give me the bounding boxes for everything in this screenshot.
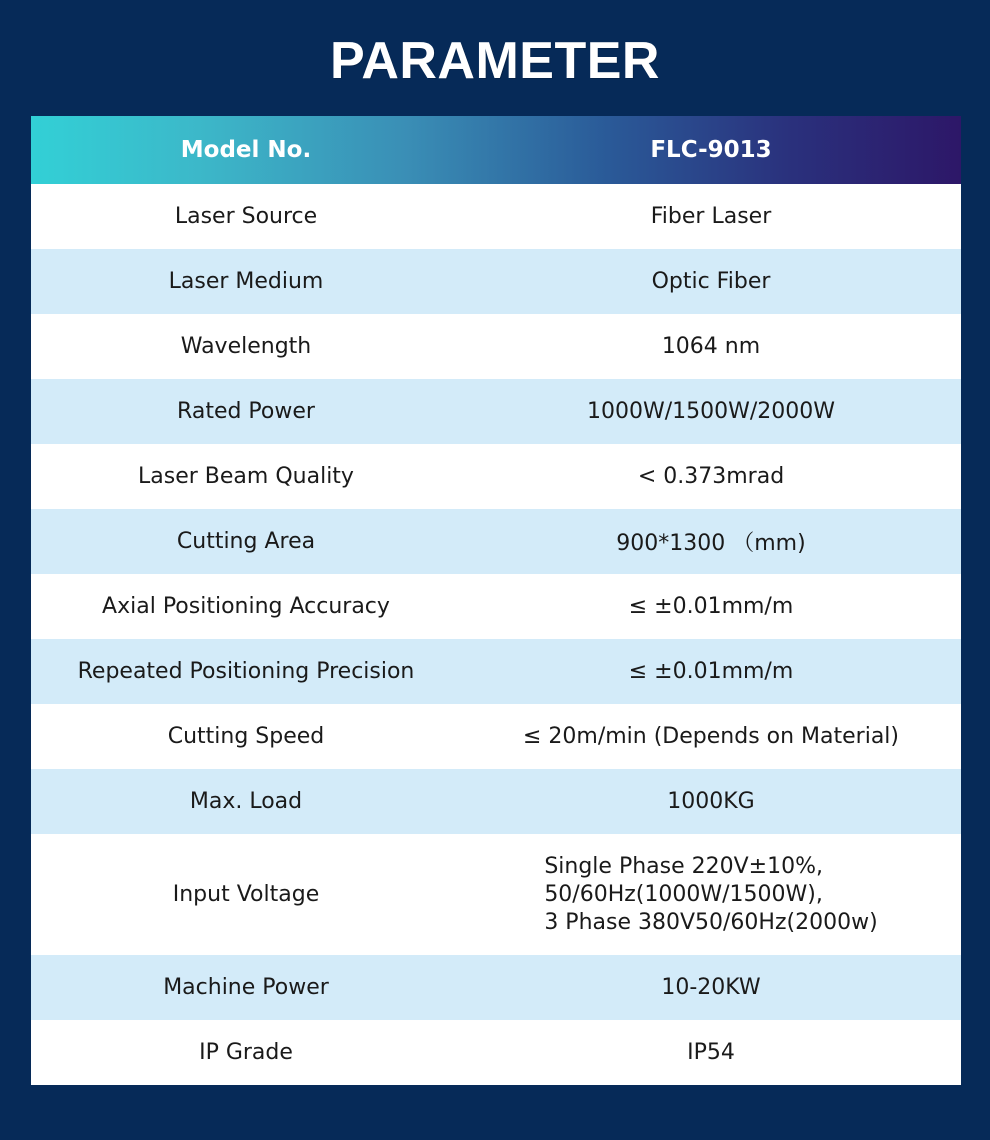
row-label: Cutting Area xyxy=(31,509,461,574)
table-row xyxy=(31,769,961,834)
header-label: Model No. xyxy=(180,137,312,163)
page-title: PARAMETER xyxy=(330,32,660,90)
table-row xyxy=(31,314,961,379)
row-value: 1000W/1500W/2000W xyxy=(461,379,961,444)
table-row xyxy=(31,704,961,769)
row-value-line: Single Phase 220V±10%, xyxy=(544,853,823,879)
table-row xyxy=(31,184,961,249)
table-row xyxy=(31,955,961,1020)
row-value xyxy=(461,834,961,955)
header-value: FLC-9013 xyxy=(650,137,772,163)
row-label: Max. Load xyxy=(31,769,461,834)
table-row xyxy=(31,379,961,444)
row-label: Laser Source xyxy=(31,184,461,249)
row-value: IP54 xyxy=(461,1020,961,1085)
row-value: 1064 nm xyxy=(461,314,961,379)
row-value: 10-20KW xyxy=(461,955,961,1020)
row-value-lines xyxy=(544,853,877,937)
table-row xyxy=(31,639,961,704)
table-row xyxy=(31,249,961,314)
row-label: Axial Positioning Accuracy xyxy=(31,574,461,639)
row-label: Repeated Positioning Precision xyxy=(31,639,461,704)
table-row xyxy=(31,509,961,574)
row-label: Laser Medium xyxy=(31,249,461,314)
row-value: ≤ ±0.01mm/m xyxy=(461,574,961,639)
row-label: Laser Beam Quality xyxy=(31,444,461,509)
row-value: ≤ 20m/min (Depends on Material) xyxy=(461,704,961,769)
parameter-table xyxy=(31,116,961,1085)
row-value: 1000KG xyxy=(461,769,961,834)
row-value: Fiber Laser xyxy=(461,184,961,249)
row-value-line: 3 Phase 380V50/60Hz(2000w) xyxy=(544,909,878,935)
row-label: Wavelength xyxy=(31,314,461,379)
table-row xyxy=(31,1020,961,1085)
row-label: Input Voltage xyxy=(31,834,461,955)
table-row xyxy=(31,444,961,509)
row-label: IP Grade xyxy=(31,1020,461,1085)
row-label: Machine Power xyxy=(31,955,461,1020)
table-row xyxy=(31,834,961,955)
row-value: Optic Fiber xyxy=(461,249,961,314)
row-value: 900*1300 （mm) xyxy=(461,509,961,574)
table-header-row xyxy=(31,116,961,184)
row-value: < 0.373mrad xyxy=(461,444,961,509)
row-value: ≤ ±0.01mm/m xyxy=(461,639,961,704)
row-label: Rated Power xyxy=(31,379,461,444)
row-value-line: 50/60Hz(1000W/1500W), xyxy=(544,881,823,907)
table-row xyxy=(31,574,961,639)
row-label: Cutting Speed xyxy=(31,704,461,769)
